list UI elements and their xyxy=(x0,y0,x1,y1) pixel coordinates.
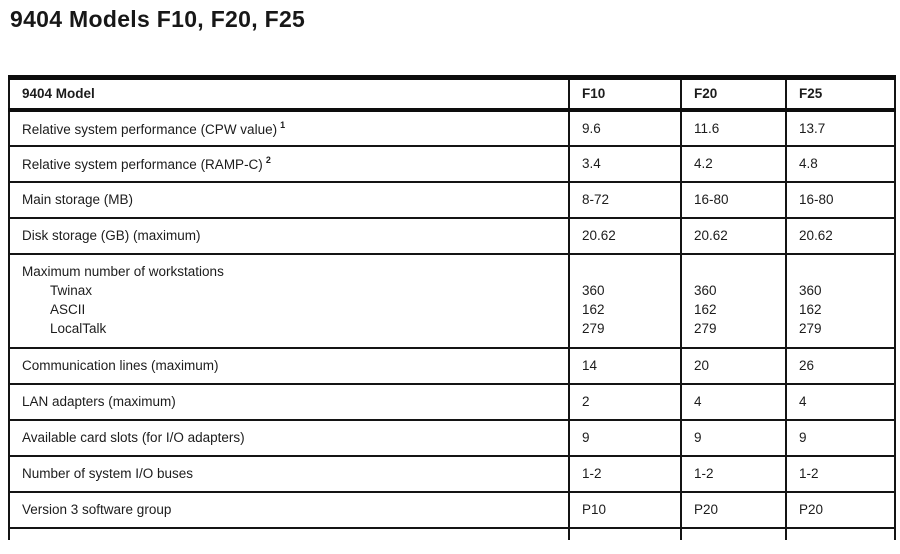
spec-value-line: 360 xyxy=(582,282,605,298)
footnote-ref-1: 1 xyxy=(280,119,286,130)
spec-label-text: Relative system performance (RAMP-C) xyxy=(22,157,263,172)
spec-label xyxy=(9,254,569,348)
value-spacer xyxy=(694,262,775,281)
spec-value-f20: 9 xyxy=(681,420,786,456)
header-col-f20: F20 xyxy=(681,78,786,110)
spec-value-f20: 16-80 xyxy=(681,182,786,218)
spec-value-f25: P20 xyxy=(786,492,895,528)
spec-value-f10: 14 xyxy=(569,348,681,384)
spec-value-f25: 1-2 xyxy=(786,456,895,492)
spec-sublabel: Twinax xyxy=(50,282,93,298)
spec-value-f20: 11.6 xyxy=(681,110,786,146)
cutoff-cell xyxy=(569,528,681,540)
spec-value-f20: 4 xyxy=(681,384,786,420)
spec-value-f10: 2 xyxy=(569,384,681,420)
spec-sublabel: LocalTalk xyxy=(50,320,107,336)
page-title: 9404 Models F10, F20, F25 xyxy=(10,6,306,32)
spec-value-line: 279 xyxy=(582,320,605,336)
spec-value-line: 360 xyxy=(694,282,717,298)
table-row xyxy=(9,218,895,254)
spec-value-f25: 20.62 xyxy=(786,218,895,254)
cutoff-cell xyxy=(681,528,786,540)
spec-value-f25: 16-80 xyxy=(786,182,895,218)
spec-value-f10: 9.6 xyxy=(569,110,681,146)
spec-label-text: Relative system performance (CPW value) xyxy=(22,121,278,137)
spec-value-f25: 26 xyxy=(786,348,895,384)
spec-value-line: 279 xyxy=(694,320,717,336)
spec-value-line: 162 xyxy=(799,301,822,317)
value-spacer xyxy=(582,262,670,281)
spec-value-f25: 9 xyxy=(786,420,895,456)
spec-value-f10: 1-2 xyxy=(569,456,681,492)
spec-value-f10: 20.62 xyxy=(569,218,681,254)
footnote-ref-2: 2 xyxy=(265,155,271,165)
spec-value-f10: 9 xyxy=(569,420,681,456)
table-row xyxy=(9,456,895,492)
table-row xyxy=(9,384,895,420)
spec-value-f20: 1-2 xyxy=(681,456,786,492)
spec-value-line: 360 xyxy=(799,282,822,298)
header-model-label: 9404 Model xyxy=(9,78,569,110)
table-row xyxy=(9,348,895,384)
table-row xyxy=(9,182,895,218)
spec-value-f20 xyxy=(681,254,786,348)
table-row xyxy=(9,146,895,182)
cutoff-cell xyxy=(786,528,895,540)
spec-value-f25 xyxy=(786,254,895,348)
table-header-row xyxy=(9,78,895,110)
spec-label: Communication lines (maximum) xyxy=(9,348,569,384)
header-col-f10: F10 xyxy=(569,78,681,110)
spec-value-f10: P10 xyxy=(569,492,681,528)
spec-label-text: Maximum number of workstations xyxy=(22,263,224,279)
spec-value-f25: 4 xyxy=(786,384,895,420)
spec-value-line: 279 xyxy=(799,320,822,336)
spec-sublabel: ASCII xyxy=(50,301,86,317)
spec-label xyxy=(9,110,569,146)
spec-value-f20: 20 xyxy=(681,348,786,384)
spec-value-line: 162 xyxy=(694,301,717,317)
table-cutoff-row xyxy=(9,528,895,540)
table-row xyxy=(9,492,895,528)
table-row xyxy=(9,110,895,146)
spec-value-f25: 4.8 xyxy=(786,146,895,182)
spec-value-f10: 8-72 xyxy=(569,182,681,218)
spec-label: Available card slots (for I/O adapters) xyxy=(9,420,569,456)
spec-label: LAN adapters (maximum) xyxy=(9,384,569,420)
spec-label: Version 3 software group xyxy=(9,492,569,528)
spec-label: Main storage (MB) xyxy=(9,182,569,218)
cutoff-cell xyxy=(9,528,569,540)
spec-value-f20: 4.2 xyxy=(681,146,786,182)
spec-value-f10: 3.4 xyxy=(569,146,681,182)
spec-value-f25: 13.7 xyxy=(786,110,895,146)
header-col-f25: F25 xyxy=(786,78,895,110)
spec-label xyxy=(9,146,569,182)
table-row-workstations xyxy=(9,254,895,348)
spec-table xyxy=(8,75,896,540)
table-row xyxy=(9,420,895,456)
spec-value-line: 162 xyxy=(582,301,605,317)
value-spacer xyxy=(799,262,884,281)
spec-value-f10 xyxy=(569,254,681,348)
spec-label: Disk storage (GB) (maximum) xyxy=(9,218,569,254)
spec-value-f20: 20.62 xyxy=(681,218,786,254)
spec-value-f20: P20 xyxy=(681,492,786,528)
spec-label: Number of system I/O buses xyxy=(9,456,569,492)
